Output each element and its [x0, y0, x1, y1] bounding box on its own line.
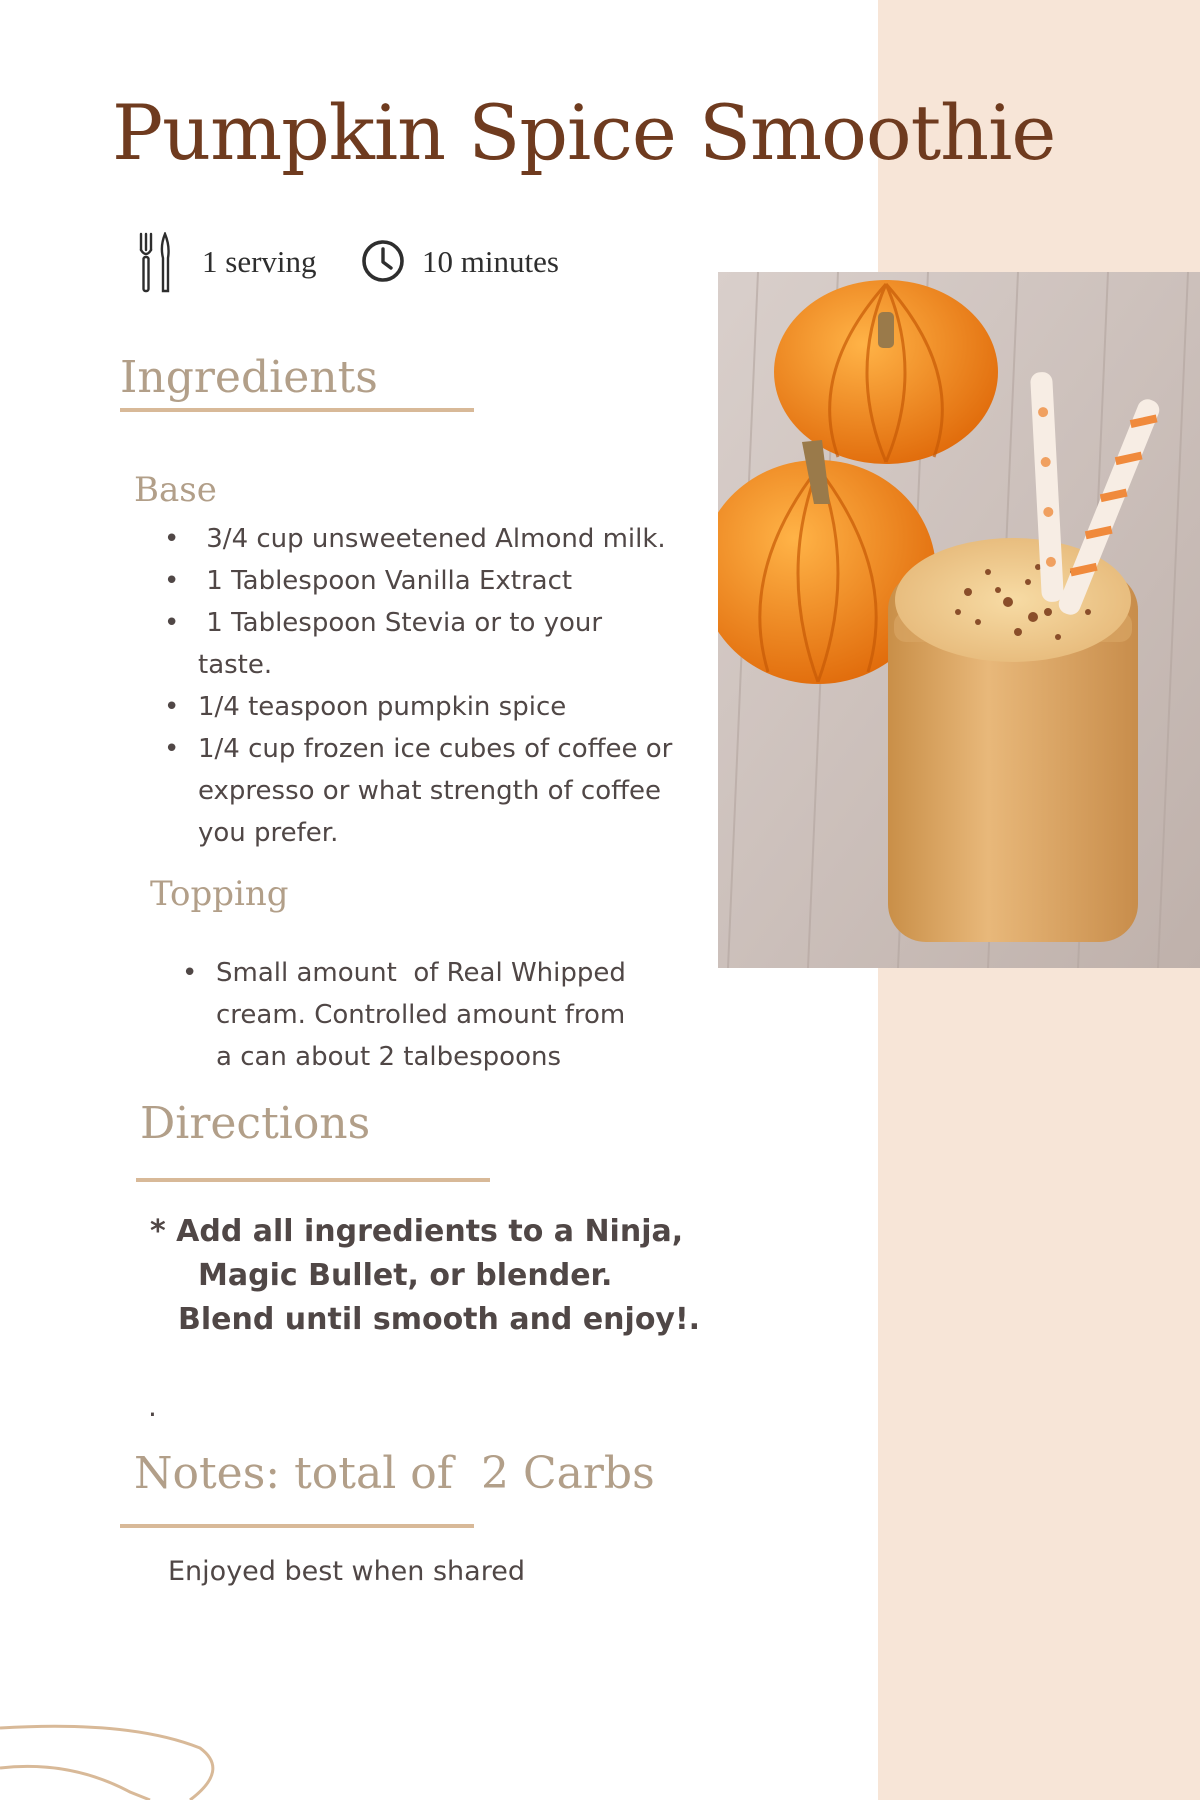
servings-label: 1 serving: [202, 244, 317, 279]
topping-list: [182, 952, 716, 1078]
recipe-meta: [138, 232, 598, 292]
smoothie-photo: [718, 272, 1200, 968]
stray-dot: .: [148, 1390, 157, 1423]
direction-line: Magic Bullet, or blender.: [198, 1258, 613, 1293]
base-subheading: Base: [134, 470, 217, 510]
list-item: • 1 Tablespoon Stevia or to your taste.: [164, 608, 603, 680]
clock-icon: [360, 238, 406, 284]
decorative-swoosh: [0, 1700, 230, 1800]
ingredients-heading: Ingredients: [120, 352, 378, 403]
direction-line: * Add all ingredients to a Ninja,: [150, 1214, 684, 1249]
directions-text: [150, 1210, 750, 1342]
topping-subheading: Topping: [150, 874, 289, 914]
list-item: • 1/4 cup frozen ice cubes of coffee or expresso or what strength of coffee you prefer.: [164, 734, 673, 848]
list-item: • 1/4 teaspoon pumpkin spice: [164, 692, 567, 722]
notes-heading: Notes: total of 2 Carbs: [134, 1448, 655, 1499]
fork-knife-icon: [138, 232, 172, 294]
notes-divider: [120, 1524, 474, 1528]
recipe-title: Pumpkin Spice Smoothie: [112, 88, 1056, 177]
list-item: • 1 Tablespoon Vanilla Extract: [164, 566, 573, 596]
notes-text: Enjoyed best when shared: [168, 1556, 525, 1587]
base-ingredient-list: [164, 518, 718, 854]
list-item: • 3/4 cup unsweetened Almond milk.: [164, 524, 666, 554]
time-label: 10 minutes: [422, 244, 559, 279]
directions-heading: Directions: [140, 1098, 371, 1149]
directions-divider: [136, 1178, 490, 1182]
direction-line: Blend until smooth and enjoy!.: [178, 1302, 701, 1337]
ingredients-divider: [120, 408, 474, 412]
list-item: • Small amount of Real Whipped cream. Controlled amount from a can about 2 talbespoons: [182, 958, 626, 1072]
